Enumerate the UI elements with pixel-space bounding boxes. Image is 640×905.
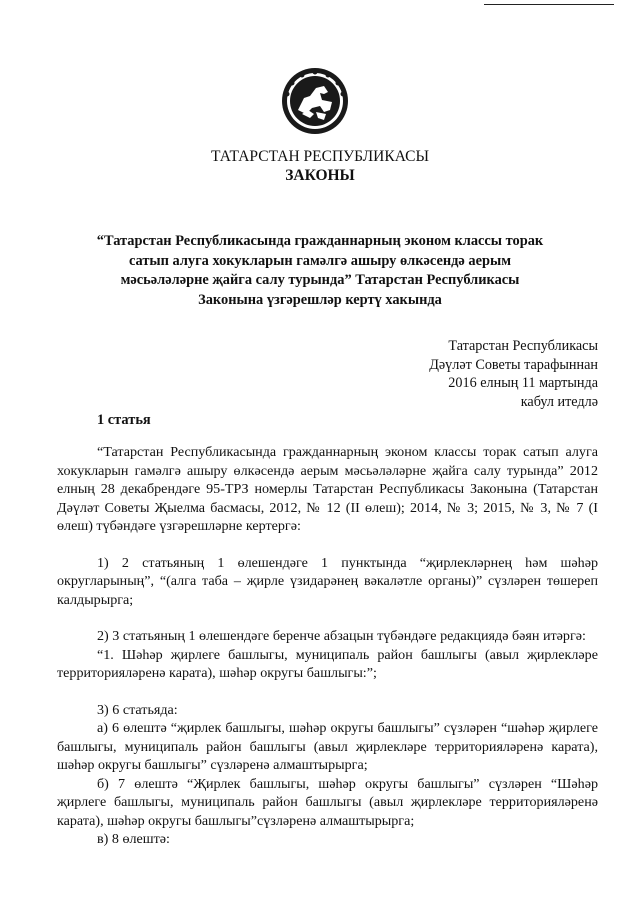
title-line: мәсьәләләрне җайга салу турында” Татарстан Республикасы (120, 272, 520, 288)
title-line: Законына үзгәрешләр кертү хакында (198, 291, 442, 308)
top-rule (484, 4, 614, 5)
tatarstan-coat-of-arms-icon (280, 66, 350, 136)
adoption-line: кабул итедлә (520, 393, 598, 410)
adoption-line: Татарстан Республикасы (448, 338, 598, 354)
clause-2-quote: “1. Шәһәр җирлеге башлыгы, муниципаль район башлыгы (авыл җирлекләре территорияләренә карата), шәһәр округы башлыгы:”; (57, 646, 598, 681)
clause-3b: б) 7 өлештә “Җирлек башлыгы, шәһәр округы башлыгы” сүзләрен “Шәһәр җирлеге башлыгы, муниципаль район башлыгы (авыл җирлекләре территорияләренә карата), шәһәр округы башлыгы”сүзләренә алмаштырырга; (57, 775, 598, 829)
republic-heading: ТАТАРСТАН РЕСПУБЛИКАСЫ (211, 148, 429, 165)
clause-3: 3) 6 статьяда: (97, 701, 178, 718)
title-line: сатып алуга хокукларын гамәлгә ашыру өлкәсендә аерым (128, 252, 512, 269)
adoption-line: Дәүләт Советы тарафыннан (429, 356, 598, 373)
law-title (70, 232, 570, 310)
adoption-note (380, 337, 598, 411)
intro-paragraph: “Татарстан Республикасында гражданнарның эконом классы торак сатып алуга хокукларын гамәлгә ашыру өлкәсендә аерым мәсьәләләрне җайга салу турында” 2012 елның 28 декабрендәге 95-ТРЗ номерлы Татарстан Республикасы Законына (Татарстан Дәүләт Советы Җыелма басмасы, 2012, № 12 (II өлеш); 2014, № 3; 2015, № 3, № 7 (I өлеш) түбәндәге үзгәрешләрне кертергә: (57, 444, 598, 534)
title-line: “Татарстан Республикасында гражданнарның эконом классы торак (96, 233, 544, 249)
law-heading: ЗАКОНЫ (285, 167, 355, 184)
clause-3c: в) 8 өлештә: (97, 831, 170, 847)
clause-3a: а) 6 өлештә “җирлек башлыгы, шәһәр округы башлыгы” сүзләрен “шәһәр җирлеге башлыгы, муниципаль район башлыгы (авыл җирлекләре территорияләренә карата), шәһәр округы башлыгы” сүзләренә алмаштырырга; (57, 720, 598, 773)
adoption-line: 2016 елның 11 мартында (448, 375, 598, 391)
article-heading: 1 статья (97, 412, 151, 428)
clause-2: 2) 3 статьяның 1 өлешендәге беренче абзацын түбәндәге редакциядә бәян итәргә: (97, 628, 586, 644)
article-body (57, 443, 598, 849)
clause-1: 1) 2 статьяның 1 өлешендәге 1 пунктында “җирлекләрнең һәм шәһәр округларының”, “(алга таба – җирле үзидарәнең вәкаләтле органы)” сүзләрен төшереп калдырырга; (57, 554, 598, 608)
